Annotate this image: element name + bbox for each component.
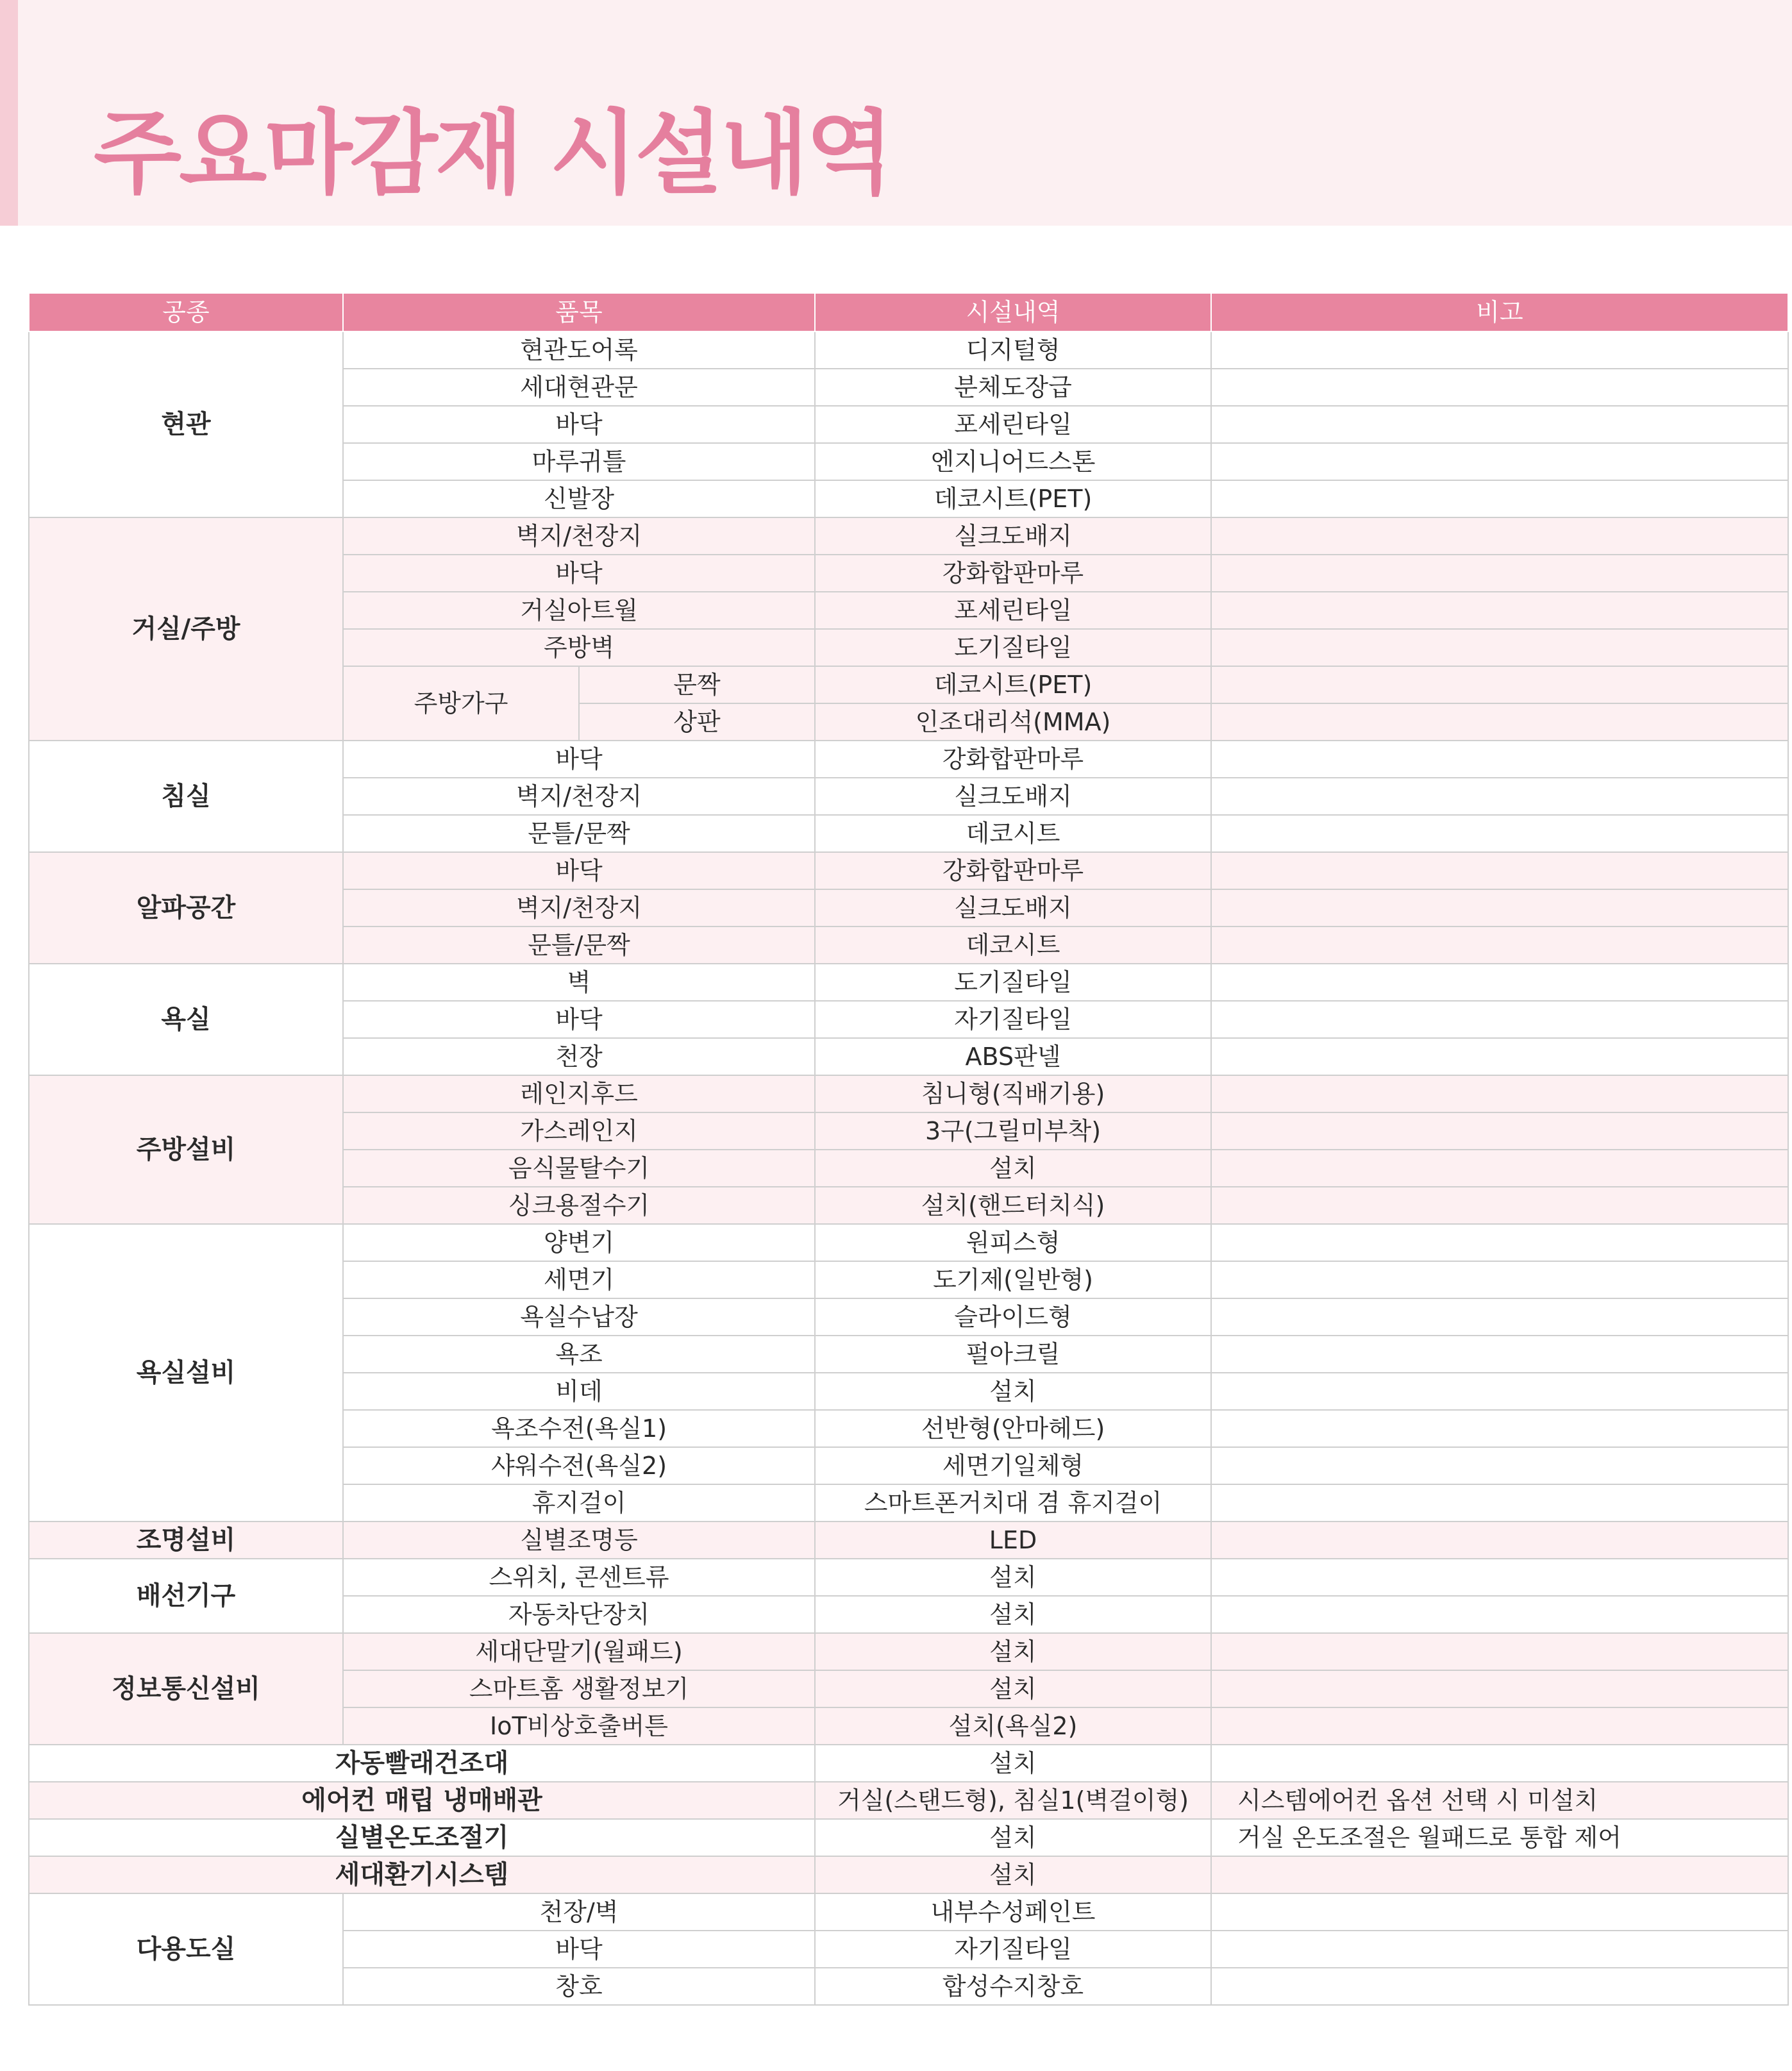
item-cell: 바닥	[343, 406, 815, 443]
item-cell: 스위치, 콘센트류	[343, 1559, 815, 1596]
spec-cell: 디지털형	[815, 331, 1211, 369]
table-row	[29, 1893, 1788, 1931]
header-banner	[0, 0, 1792, 226]
note-cell	[1211, 1298, 1788, 1336]
note-cell	[1211, 1745, 1788, 1782]
spec-cell: 설치	[815, 1745, 1211, 1782]
note-cell	[1211, 1038, 1788, 1075]
note-cell	[1211, 1410, 1788, 1447]
category-cell: 욕실설비	[29, 1224, 343, 1522]
category-cell: 에어컨 매립 냉매배관	[29, 1782, 815, 1819]
note-cell	[1211, 1484, 1788, 1522]
note-cell	[1211, 1707, 1788, 1745]
spec-cell: 인조대리석(MMA)	[815, 703, 1211, 741]
spec-cell: 강화합판마루	[815, 741, 1211, 778]
spec-cell: 펄아크릴	[815, 1336, 1211, 1373]
note-cell	[1211, 1856, 1788, 1893]
spec-cell: 데코시트(PET)	[815, 666, 1211, 703]
note-cell	[1211, 1373, 1788, 1410]
note-cell	[1211, 1261, 1788, 1298]
item-cell: 욕조수전(욕실1)	[343, 1410, 815, 1447]
note-cell	[1211, 703, 1788, 741]
item-cell: 거실아트월	[343, 592, 815, 629]
item-cell: 음식물탈수기	[343, 1150, 815, 1187]
spec-cell: 자기질타일	[815, 1001, 1211, 1038]
spec-cell: 내부수성페인트	[815, 1893, 1211, 1931]
note-cell	[1211, 1001, 1788, 1038]
item-cell: 양변기	[343, 1224, 815, 1261]
spec-cell: 설치	[815, 1373, 1211, 1410]
header-accent-bar	[0, 0, 18, 226]
subitem-cell: 문짝	[579, 666, 815, 703]
table-row	[29, 1819, 1788, 1856]
item-cell: 바닥	[343, 555, 815, 592]
spec-cell: 설치	[815, 1633, 1211, 1670]
category-cell: 배선기구	[29, 1559, 343, 1633]
spec-cell: 강화합판마루	[815, 555, 1211, 592]
spec-cell: 설치	[815, 1596, 1211, 1633]
spec-cell: 포세린타일	[815, 592, 1211, 629]
table-row	[29, 1856, 1788, 1893]
note-cell	[1211, 1112, 1788, 1150]
table-row	[29, 1522, 1788, 1559]
note-cell	[1211, 927, 1788, 964]
item-cell: 벽지/천장지	[343, 889, 815, 927]
note-cell	[1211, 517, 1788, 555]
item-cell: 샤워수전(욕실2)	[343, 1447, 815, 1484]
category-cell: 침실	[29, 741, 343, 852]
spec-cell: 침니형(직배기용)	[815, 1075, 1211, 1112]
table-row	[29, 517, 1788, 555]
note-cell	[1211, 741, 1788, 778]
note-cell	[1211, 1893, 1788, 1931]
category-cell: 욕실	[29, 964, 343, 1075]
item-cell: 욕실수납장	[343, 1298, 815, 1336]
note-cell	[1211, 852, 1788, 889]
item-cell: 벽	[343, 964, 815, 1001]
category-cell: 거실/주방	[29, 517, 343, 741]
note-cell	[1211, 1336, 1788, 1373]
header-note: 비고	[1211, 293, 1788, 331]
item-cell: 레인지후드	[343, 1075, 815, 1112]
item-cell: 세대단말기(월패드)	[343, 1633, 815, 1670]
header-spec: 시설내역	[815, 293, 1211, 331]
table-row	[29, 331, 1788, 369]
note-cell	[1211, 555, 1788, 592]
spec-cell: 설치	[815, 1856, 1211, 1893]
table-row	[29, 1745, 1788, 1782]
item-cell: 세대현관문	[343, 369, 815, 406]
item-cell: 욕조	[343, 1336, 815, 1373]
spec-cell: 설치	[815, 1150, 1211, 1187]
item-cell: 바닥	[343, 1931, 815, 1968]
spec-cell: 도기질타일	[815, 629, 1211, 666]
category-cell: 정보통신설비	[29, 1633, 343, 1745]
spec-cell: 엔지니어드스톤	[815, 443, 1211, 480]
note-cell	[1211, 815, 1788, 852]
item-cell: 세면기	[343, 1261, 815, 1298]
item-cell: 주방벽	[343, 629, 815, 666]
spec-cell: 설치	[815, 1670, 1211, 1707]
spec-cell: 도기질타일	[815, 964, 1211, 1001]
item-cell: 실별조명등	[343, 1522, 815, 1559]
item-cell: 바닥	[343, 852, 815, 889]
spec-cell: 스마트폰거치대 겸 휴지걸이	[815, 1484, 1211, 1522]
spec-cell: 강화합판마루	[815, 852, 1211, 889]
item-cell: 자동차단장치	[343, 1596, 815, 1633]
spec-cell: 선반형(안마헤드)	[815, 1410, 1211, 1447]
category-cell: 주방설비	[29, 1075, 343, 1224]
item-cell: 마루귀틀	[343, 443, 815, 480]
table-row	[29, 1633, 1788, 1670]
category-cell: 자동빨래건조대	[29, 1745, 815, 1782]
table-row	[29, 1559, 1788, 1596]
item-cell: 문틀/문짝	[343, 927, 815, 964]
note-cell	[1211, 1522, 1788, 1559]
note-cell	[1211, 666, 1788, 703]
item-cell: 벽지/천장지	[343, 517, 815, 555]
category-cell: 현관	[29, 331, 343, 517]
spec-cell: ABS판넬	[815, 1038, 1211, 1075]
spec-cell: 설치(핸드터치식)	[815, 1187, 1211, 1224]
spec-cell: 실크도배지	[815, 517, 1211, 555]
item-cell: 신발장	[343, 480, 815, 517]
spec-cell: 도기제(일반형)	[815, 1261, 1211, 1298]
category-cell: 실별온도조절기	[29, 1819, 815, 1856]
header-item: 품목	[343, 293, 815, 331]
item-cell: 휴지걸이	[343, 1484, 815, 1522]
category-cell: 알파공간	[29, 852, 343, 964]
item-cell: 천장/벽	[343, 1893, 815, 1931]
note-cell	[1211, 406, 1788, 443]
table-row	[29, 741, 1788, 778]
note-cell	[1211, 1187, 1788, 1224]
note-cell	[1211, 1931, 1788, 1968]
item-cell: 문틀/문짝	[343, 815, 815, 852]
spec-cell: 거실(스탠드형), 침실1(벽걸이형)	[815, 1782, 1211, 1819]
item-cell: 바닥	[343, 1001, 815, 1038]
subitem-cell: 상판	[579, 703, 815, 741]
category-cell: 조명설비	[29, 1522, 343, 1559]
spec-cell: 분체도장급	[815, 369, 1211, 406]
item-cell: 창호	[343, 1968, 815, 2005]
table-row	[29, 964, 1788, 1001]
spec-cell: 실크도배지	[815, 778, 1211, 815]
spec-cell: 설치	[815, 1559, 1211, 1596]
note-cell	[1211, 369, 1788, 406]
item-cell: 주방가구	[343, 666, 579, 741]
note-cell	[1211, 1447, 1788, 1484]
note-cell	[1211, 592, 1788, 629]
note-cell	[1211, 1224, 1788, 1261]
note-cell	[1211, 889, 1788, 927]
table-row	[29, 1782, 1788, 1819]
spec-cell: 설치	[815, 1819, 1211, 1856]
header-category: 공종	[29, 293, 343, 331]
note-cell	[1211, 1968, 1788, 2005]
spec-cell: 원피스형	[815, 1224, 1211, 1261]
spec-cell: 합성수지창호	[815, 1968, 1211, 2005]
category-cell: 세대환기시스템	[29, 1856, 815, 1893]
spec-cell: 데코시트	[815, 927, 1211, 964]
note-cell	[1211, 480, 1788, 517]
note-cell	[1211, 331, 1788, 369]
spec-cell: 설치(욕실2)	[815, 1707, 1211, 1745]
spec-cell: 데코시트(PET)	[815, 480, 1211, 517]
note-cell: 거실 온도조절은 월패드로 통합 제어	[1211, 1819, 1788, 1856]
note-cell	[1211, 1633, 1788, 1670]
spec-cell: 세면기일체형	[815, 1447, 1211, 1484]
table-row	[29, 1075, 1788, 1112]
spec-cell: 실크도배지	[815, 889, 1211, 927]
spec-cell: 자기질타일	[815, 1931, 1211, 1968]
item-cell: 비데	[343, 1373, 815, 1410]
note-cell	[1211, 778, 1788, 815]
note-cell	[1211, 1670, 1788, 1707]
table-header-row	[29, 293, 1788, 331]
page-title: 주요마감재 시설내역	[94, 101, 891, 206]
item-cell: 천장	[343, 1038, 815, 1075]
item-cell: 바닥	[343, 741, 815, 778]
item-cell: 현관도어록	[343, 331, 815, 369]
note-cell	[1211, 443, 1788, 480]
spec-cell: 슬라이드형	[815, 1298, 1211, 1336]
note-cell	[1211, 1559, 1788, 1596]
item-cell: 가스레인지	[343, 1112, 815, 1150]
spec-cell: 3구(그릴미부착)	[815, 1112, 1211, 1150]
note-cell	[1211, 1075, 1788, 1112]
spec-cell: LED	[815, 1522, 1211, 1559]
note-cell	[1211, 1596, 1788, 1633]
table-row	[29, 1224, 1788, 1261]
spec-cell: 데코시트	[815, 815, 1211, 852]
category-cell: 다용도실	[29, 1893, 343, 2005]
item-cell: IoT비상호출버튼	[343, 1707, 815, 1745]
spec-cell: 포세린타일	[815, 406, 1211, 443]
item-cell: 스마트홈 생활정보기	[343, 1670, 815, 1707]
item-cell: 싱크용절수기	[343, 1187, 815, 1224]
note-cell: 시스템에어컨 옵션 선택 시 미설치	[1211, 1782, 1788, 1819]
note-cell	[1211, 1150, 1788, 1187]
item-cell: 벽지/천장지	[343, 778, 815, 815]
finish-spec-table	[28, 292, 1789, 2006]
table-row	[29, 852, 1788, 889]
note-cell	[1211, 629, 1788, 666]
note-cell	[1211, 964, 1788, 1001]
